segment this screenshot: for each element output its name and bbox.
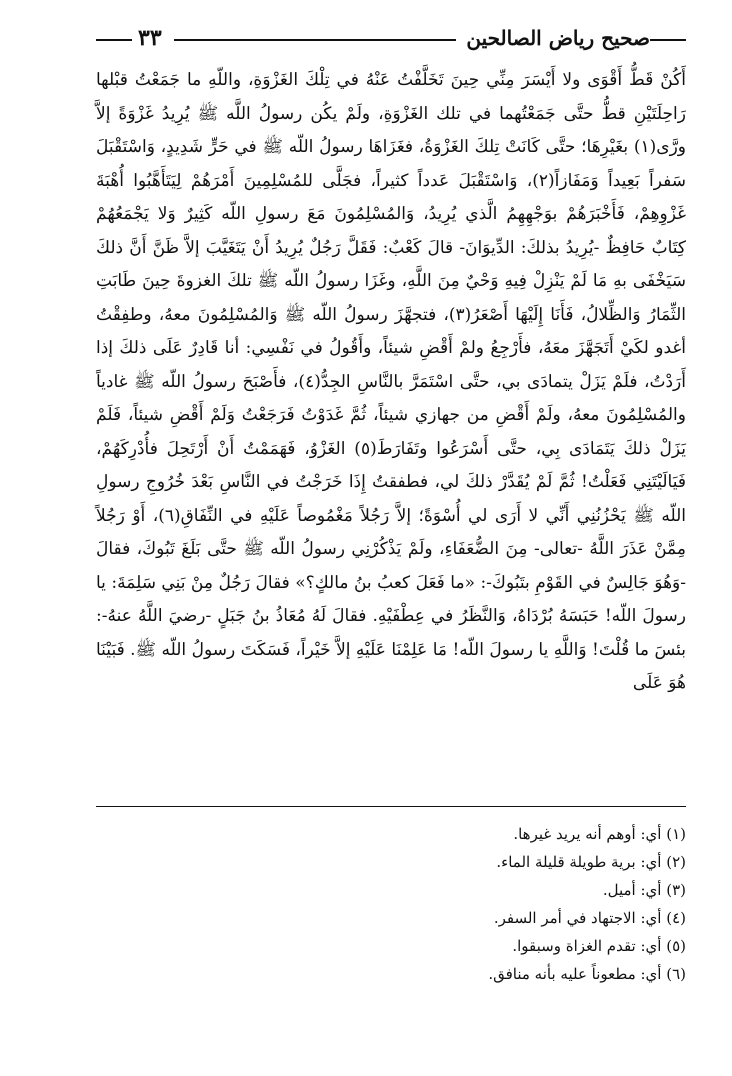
- main-text: [96, 64, 686, 701]
- footnote-1: (١) أي: أوهم أنه يريد غيرها.: [513, 825, 686, 843]
- body-paragraph: أَكُنْ قَطُّ أَقْوَى ولا أَيْسَرَ مِنِّي حِينَ تَخَلَّفْتُ عَنْهُ في تِلْكَ الغَزْوَةِ، واللّهِ ما جَمَعْتُ قبْلها رَاحِلَتَيْنِ قطُّ حتَّى جَمَعْتُهما في تلك الغَزْوَةِ، ولَمْ يكُن رسولُ اللَّه ﷺ يُرِيدُ غَزْوَةً إلاَّ ورَّى(١) بغَيْرِهَا؛ حتَّى كَانَتْ تِلكَ الغَزْوَةُ، فغَزَاهَا رسولُ اللّه ﷺ في حَرٍّ شَدِيدٍ، وَاسْتَقْبَلَ سَفراً بَعِيداً وَمَفَازاً(٢)، وَاسْتَقْبَلَ عَدداً كثيراً، فجَلَّى للمُسْلِمِينَ أَمْرَهُمْ لِيَتَأَهَّبُوا أُهْبَةَ غَزْوِهِمْ، فَأَخْبَرَهُمْ بوَجْهِهِمُ الَّذي يُرِيدُ، وَالمُسْلِمُونَ مَعَ رسولِ اللّه كَثِيرٌ وَلا يَجْمَعُهُمْ كِتَابٌ حَافِظٌ -يُرِيدُ بذلكَ: الدِّيوَانَ- قالَ كَعْبٌ: فَقَلَّ رَجُلٌ يُرِيدُ أَنْ يَتَغَيَّبَ إلاَّ ظَنَّ أَنَّ ذلكَ سَيَخْفَى بهِ مَا لَمْ يَنْزِلْ فِيهِ وَحْيٌ مِنَ اللَّهِ، وغَزَا رسولُ اللّه ﷺ تلكَ الغزوةَ حِينَ طَابَتِ الثِّمَارُ وَالظِّلالُ، فَأَنَا إِلَيْهَا أَصْعَرُ(٣)، فتجهَّزَ رسولُ اللّه ﷺ وَالمُسْلِمُونَ معهُ، وطفِقْتُ أغدو لكَيْ أَتَجَهَّزَ معَهُ، فأَرْجِعُ ولمْ أَقْضِ شيئاً، وأَقُولُ في نَفْسِي: أنا قَادِرٌ عَلَى ذلكَ إذا أَرَدْتُ، فلَمْ يَزَلْ يتمادَى بي، حتَّى اسْتَمَرَّ بالنَّاسِ الجِدُّ(٤)، فأَصْبَحَ رسولُ اللّه ﷺ غادياً والمُسْلِمُونَ معهُ، ولَمْ أَقْضِ من جهازي شيئاً، ثُمَّ غَدَوْتُ فَرَجَعْتُ وَلَمْ أَقْضِ شيئاً، فَلَمْ يَزَلْ ذلكَ يَتَمَادَى بِي، حتَّى أَسْرَعُوا وتَفَارَطَ(٥) الغَزْوُ، فَهَمَمْتُ أَنْ أَرْتَحِلَ فأُدْرِكَهُمْ، فَيَالَيْتَنِي فَعَلْتُ! ثُمَّ لَمْ يُقَدَّرْ ذلكَ لي، فطفقتُ إِذَا خَرَجْتُ في النَّاسِ بَعْدَ خُرُوجِ رسولِ اللّه ﷺ يَحْزُنُنِي أَنِّي لا أَرَى لي أُسْوَةً؛ إلاَّ رَجُلاً مَغْمُوصاً عَلَيْهِ في النِّفَاقِ(٦)، أَوْ رَجُلاً مِمَّنْ عَذَرَ اللَّهُ -تعالى- مِنَ الضُّعَفَاءِ، ولَمْ يَذْكُرْنِي رسولُ اللّه ﷺ حتَّى بَلَغَ تَبُوكَ، فقالَ -وَهُوَ جَالِسٌ في القَوْمِ بتَبُوكَ-: «ما فَعَلَ كعبُ بنُ مالكٍ؟» فقالَ رَجُلٌ مِنْ بَنِي سَلِمَةَ: يا رسولَ اللّه! حَبَسَهُ بُرْدَاهُ، وَالنَّظَرُ في عِطْفَيْهِ. فقالَ لَهُ مُعَاذُ بنُ جَبَلٍ -رضيَ اللَّهُ عنهُ-: بئسَ ما قُلْتَ! وَاللَّهِ يا رسولَ اللّه! مَا عَلِمْنَا عَلَيْهِ إلاَّ خَيْراً، فَسَكَتَ رسولُ اللّه ﷺ. فَبَيْنَا هُوَ عَلَى: [96, 70, 686, 693]
- header-rule-middle: [174, 39, 457, 41]
- footnote-6: (٦) أي: مطعوناً عليه بأنه منافق.: [488, 965, 686, 983]
- footnote-5: (٥) أي: تقدم الغزاة وسبقوا.: [512, 937, 686, 955]
- header-rule-right: [650, 39, 686, 41]
- footnote-2: (٢) أي: برية طويلة قليلة الماء.: [496, 853, 686, 871]
- header-rule-left: [96, 39, 132, 41]
- page-header: [96, 20, 686, 56]
- footnote-separator: [96, 806, 686, 807]
- page-number: ٣٣: [138, 25, 162, 51]
- footnote-3: (٣) أي: أميل.: [602, 881, 686, 899]
- footnotes: [96, 820, 686, 988]
- footnote-4: (٤) أي: الاجتهاد في أمر السفر.: [493, 909, 686, 927]
- running-title: صحيح رياض الصالحين: [466, 26, 650, 50]
